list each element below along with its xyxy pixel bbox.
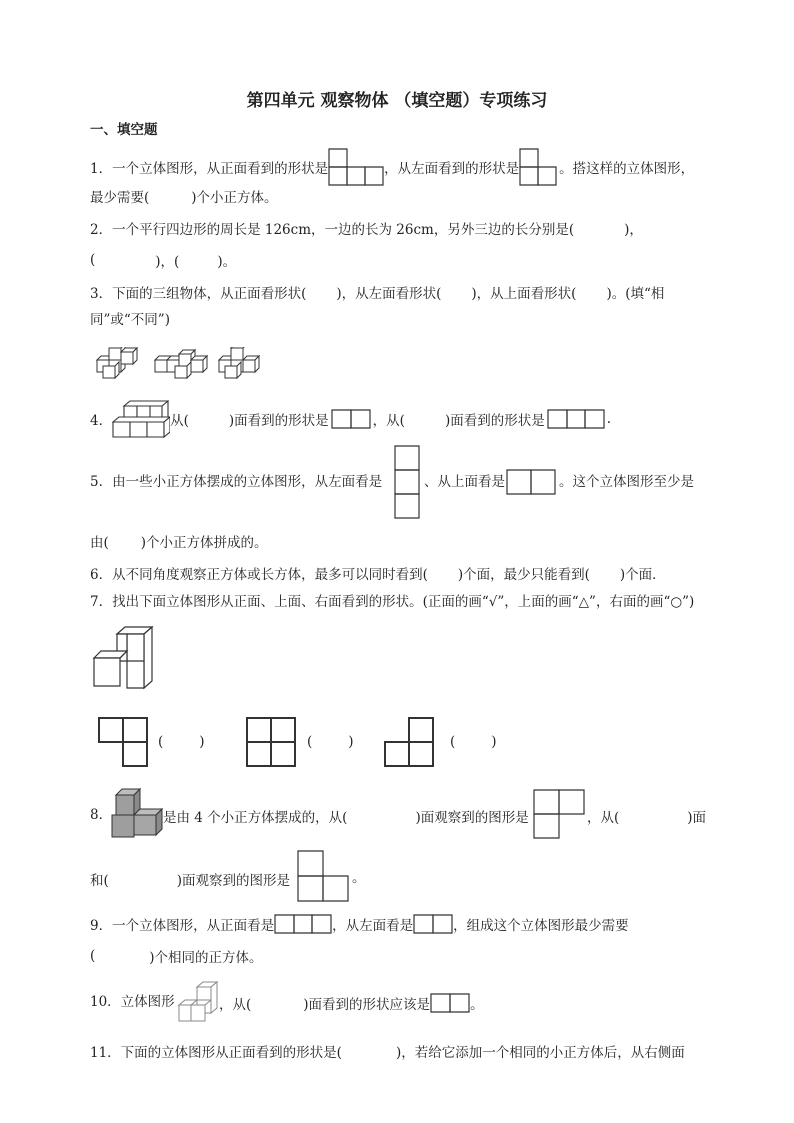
- q11-text: )，若给它添加一个相同的小正方体后，从右侧面: [395, 1045, 685, 1061]
- q8-text: ，从(: [587, 810, 620, 826]
- question-1-line-1: [90, 148, 694, 186]
- q5-text: 5．由一些小正方体摆成的立体图形，从左面看是: [90, 474, 383, 490]
- q3-text: )，从上面看形状(: [471, 286, 577, 302]
- question-5-line-2: [90, 531, 268, 551]
- answer-paren-a[interactable]: [158, 734, 205, 750]
- paren-close: ): [491, 734, 497, 750]
- q1-text: ，从左面看到的形状是: [384, 161, 520, 177]
- q8-text: 。: [352, 870, 366, 886]
- q2-text: (: [90, 252, 96, 268]
- left-view-figure: [519, 148, 559, 186]
- gray-cube-figure: [110, 787, 164, 839]
- q8-view-figure-1: [533, 789, 585, 839]
- q8-text: )面观察到的图形是: [176, 873, 291, 889]
- q10-text: ，从(: [219, 997, 252, 1013]
- q9-left-view-figure: [413, 914, 453, 934]
- q9-text: (: [90, 948, 96, 964]
- q4-text: 4．: [90, 413, 113, 429]
- q9-text: 9．一个立体图形，从正面看是: [90, 918, 275, 934]
- q8-text: 和(: [90, 873, 109, 889]
- q3-text: )。(填“相: [606, 286, 665, 302]
- q5-text: )个小正方体拼成的。: [140, 535, 268, 551]
- q4-text: ，从(: [372, 413, 405, 429]
- three-cube-groups-figure: [95, 347, 275, 381]
- q10-view-figure: [430, 993, 470, 1013]
- q8-text: 是由 4 个小正方体摆成的，从(: [163, 810, 348, 826]
- question-10: [219, 993, 484, 1013]
- q9-text: )个相同的正方体。: [149, 950, 263, 966]
- cube-stack-figure: [112, 400, 170, 438]
- q5-text: 由(: [90, 535, 109, 551]
- q8-text: )面观察到的图形是: [415, 810, 529, 826]
- q9-front-view-figure: [274, 914, 332, 934]
- view-option-b: [246, 717, 296, 767]
- view-option-a: [98, 717, 148, 767]
- q4-text: .: [606, 411, 612, 427]
- q8-text: )面: [687, 810, 707, 826]
- q1-text: )个小正方体。: [191, 190, 278, 206]
- paren-open: (: [450, 734, 456, 750]
- question-2-line-2: [90, 250, 236, 270]
- q5-text: 。这个立体图形至少是: [559, 474, 694, 490]
- q3-text: )，从左面看形状(: [336, 286, 442, 302]
- q10-text: )面看到的形状应该是: [303, 997, 431, 1013]
- q2-text: )，: [624, 222, 643, 238]
- q2-text: )，(: [155, 254, 180, 270]
- question-6: [90, 563, 666, 583]
- q9-text: ，组成这个立体图形最少需要: [453, 918, 629, 934]
- q4-text: )面看到的形状是: [444, 413, 545, 429]
- q1-text: 1．一个立体图形，从正面看到的形状是: [90, 161, 329, 177]
- question-1-line-2: [90, 186, 278, 206]
- question-9-line-1: [90, 914, 629, 934]
- q10-solid-figure: [177, 981, 219, 1023]
- two-square-figure: [331, 409, 371, 429]
- q11-text: 11．下面的立体图形从正面看到的形状是(: [90, 1045, 342, 1061]
- paren-open: (: [307, 734, 313, 750]
- answer-paren-b[interactable]: [307, 734, 354, 750]
- q4-text: 从(: [170, 413, 189, 429]
- left-view-column-figure: [394, 445, 420, 519]
- q5-text: 、从上面看是: [424, 474, 505, 490]
- q7-text: 7．找出下面立体图形从正面、上面、右面看到的形状。(正面的画“√”，上面的画“△”，右面的画“○”): [90, 594, 695, 610]
- paren-close: ): [348, 734, 354, 750]
- page-title: 第四单元 观察物体 （填空题）专项练习: [246, 91, 548, 111]
- q1-text: 。搭这样的立体图形，: [559, 161, 695, 177]
- q3-text: 3．下面的三组物体，从正面看形状(: [90, 286, 307, 302]
- q6-text: 6．从不同角度观察正方体或长方体，最多可以同时看到(: [90, 567, 428, 583]
- question-4: [90, 400, 611, 438]
- question-2-line-1: [90, 218, 643, 238]
- q10-text: 10．立体图形: [90, 994, 175, 1010]
- q10-text: 。: [470, 997, 484, 1013]
- q6-text: )个面，最少只能看到(: [457, 567, 590, 583]
- q2-text: )。: [217, 254, 237, 270]
- solid-figure: [92, 626, 156, 690]
- section-heading: 一、填空题: [90, 122, 158, 138]
- q9-text: ，从左面看是: [332, 918, 414, 934]
- q8-view-figure-2: [297, 850, 351, 902]
- question-9-line-2: [90, 946, 263, 966]
- q2-text: 2．一个平行四边形的周长是 126cm，一边的长为 26cm，另外三边的长分别是(: [90, 222, 575, 238]
- front-view-figure: [328, 148, 384, 186]
- question-8-line-1b: [587, 806, 706, 826]
- q6-text: )个面．: [619, 567, 666, 583]
- question-8-line-1: [163, 806, 529, 826]
- view-option-c: [384, 717, 434, 767]
- question-11: [90, 1041, 685, 1061]
- q8-text: 8．: [90, 807, 113, 823]
- q3-text: 同”或“不同”): [90, 312, 170, 328]
- q4-text: )面看到的形状是: [228, 413, 329, 429]
- question-3-line-1: [90, 282, 664, 302]
- three-square-figure: [547, 409, 605, 429]
- question-8-line-2: [90, 869, 290, 889]
- answer-paren-c[interactable]: [450, 734, 497, 750]
- paren-close: ): [199, 734, 205, 750]
- q1-text: 最少需要(: [90, 190, 150, 206]
- paren-open: (: [158, 734, 164, 750]
- top-view-figure: [506, 469, 556, 495]
